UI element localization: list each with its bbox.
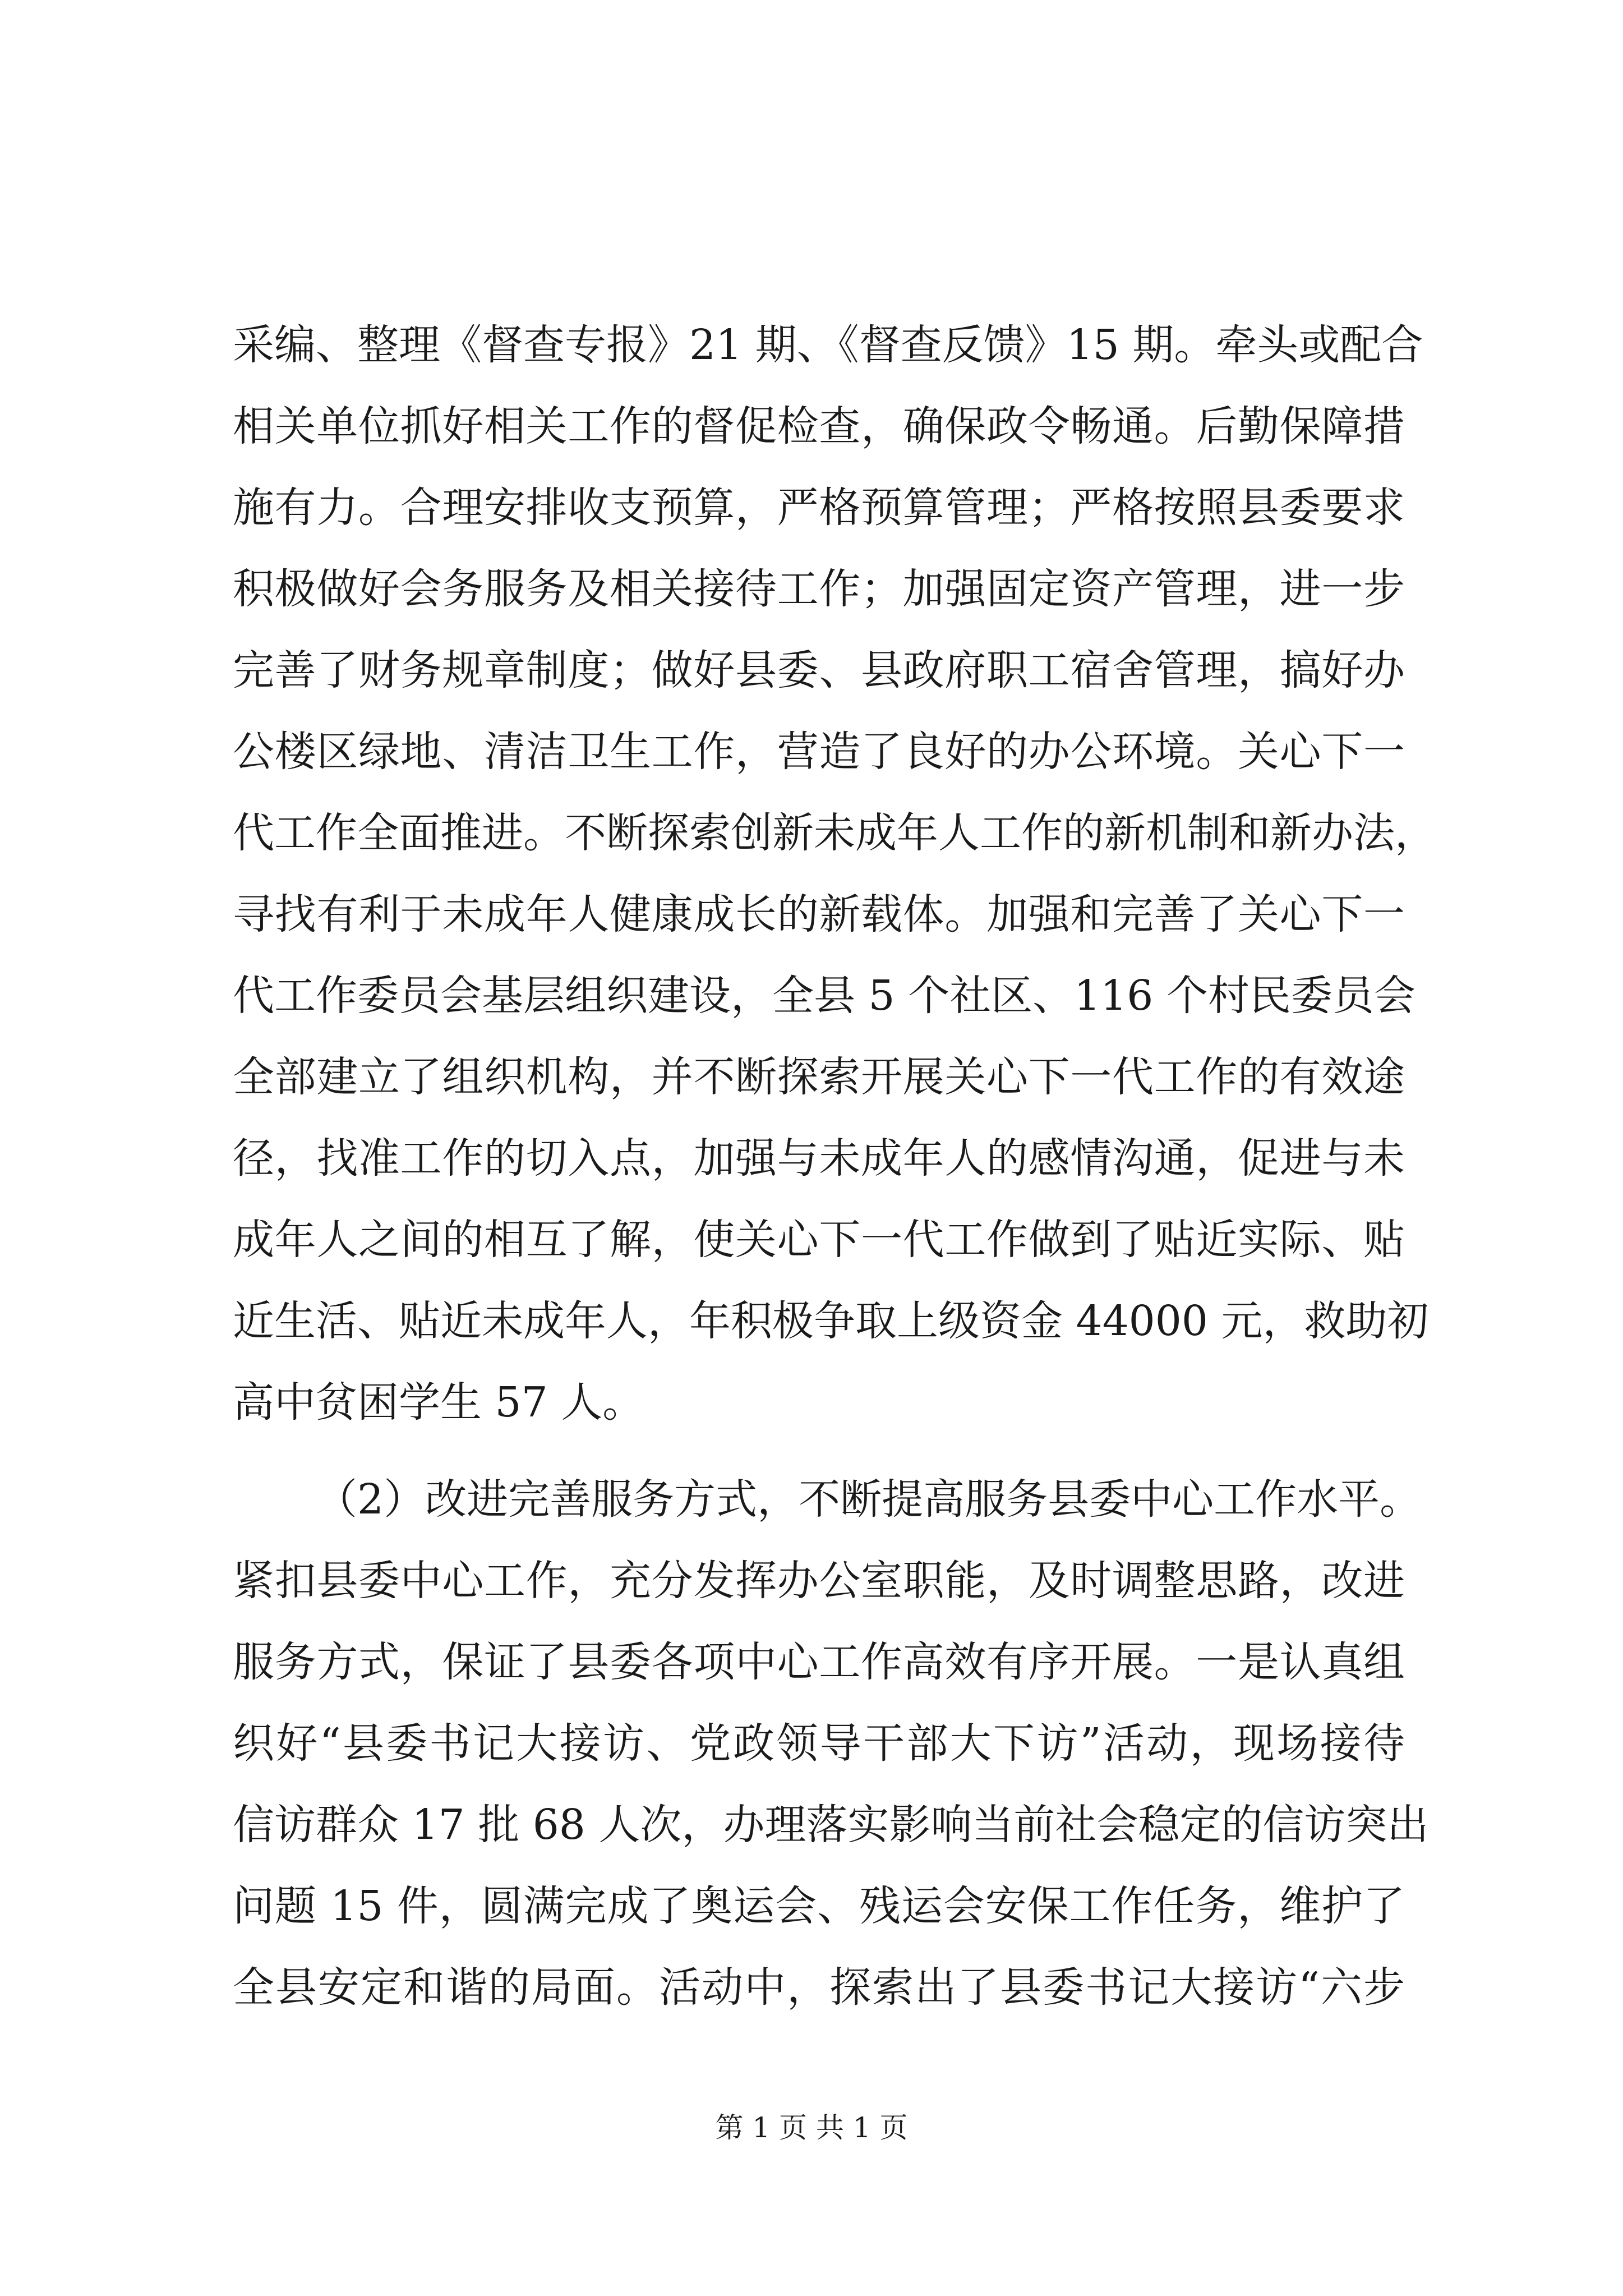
text-line: 高中贫困学生 57 人。 bbox=[233, 1378, 644, 1427]
text-line: 寻找有利于未成年人健康成长的新载体。加强和完善了关心下一 bbox=[233, 890, 1405, 938]
text-line: （2）改进完善服务方式，不断提高服务县委中心工作水平。 bbox=[316, 1475, 1422, 1524]
paragraph-1 bbox=[233, 305, 1436, 1443]
paragraph-gap bbox=[233, 1443, 1405, 1459]
text-line: 代工作委员会基层组织建设，全县 5 个社区、116 个村民委员会 bbox=[233, 972, 1415, 1020]
text-line: 完善了财务规章制度；做好县委、县政府职工宿舍管理，搞好办 bbox=[233, 646, 1405, 694]
text-line: 近生活、贴近未成年人，年积极争取上级资金 44000 元，救助初 bbox=[233, 1297, 1429, 1345]
text-line: 问题 15 件，圆满完成了奥运会、残运会安保工作任务，维护了 bbox=[233, 1882, 1405, 1930]
page-footer: 第 1 页 共 1 页 bbox=[715, 2111, 908, 2144]
text-line: 全县安定和谐的局面。活动中，探索出了县委书记大接访“六步 bbox=[233, 1963, 1405, 2012]
text-line: 相关单位抓好相关工作的督促检查，确保政令畅通。后勤保障措 bbox=[233, 402, 1405, 450]
text-line: 信访群众 17 批 68 人次，办理落实影响当前社会稳定的信访突出 bbox=[233, 1801, 1429, 1849]
document-body bbox=[233, 305, 1436, 2028]
text-line: 公楼区绿地、清洁卫生工作，营造了良好的办公环境。关心下一 bbox=[233, 728, 1405, 776]
text-line: 积极做好会务服务及相关接待工作；加强固定资产管理，进一步 bbox=[233, 565, 1405, 613]
text-line: 全部建立了组织机构，并不断探索开展关心下一代工作的有效途 bbox=[233, 1053, 1405, 1101]
text-line: 紧扣县委中心工作，充分发挥办公室职能，及时调整思路，改进 bbox=[233, 1557, 1405, 1605]
text-line: 施有力。合理安排收支预算，严格预算管理；严格按照县委要求 bbox=[233, 484, 1405, 532]
text-line: 采编、整理《督查专报》21 期、《督查反馈》15 期。牵头或配合 bbox=[233, 321, 1423, 369]
text-line: 成年人之间的相互了解，使关心下一代工作做到了贴近实际、贴 bbox=[233, 1216, 1405, 1264]
paragraph-2 bbox=[233, 1459, 1429, 2028]
text-line: 服务方式，保证了县委各项中心工作高效有序开展。一是认真组 bbox=[233, 1638, 1405, 1686]
text-line: 织好“县委书记大接访、党政领导干部大下访”活动，现场接待 bbox=[233, 1719, 1405, 1768]
text-line: 径，找准工作的切入点，加强与未成年人的感情沟通，促进与未 bbox=[233, 1134, 1405, 1182]
text-line: 代工作全面推进。不断探索创新未成年人工作的新机制和新办法， bbox=[233, 809, 1436, 857]
